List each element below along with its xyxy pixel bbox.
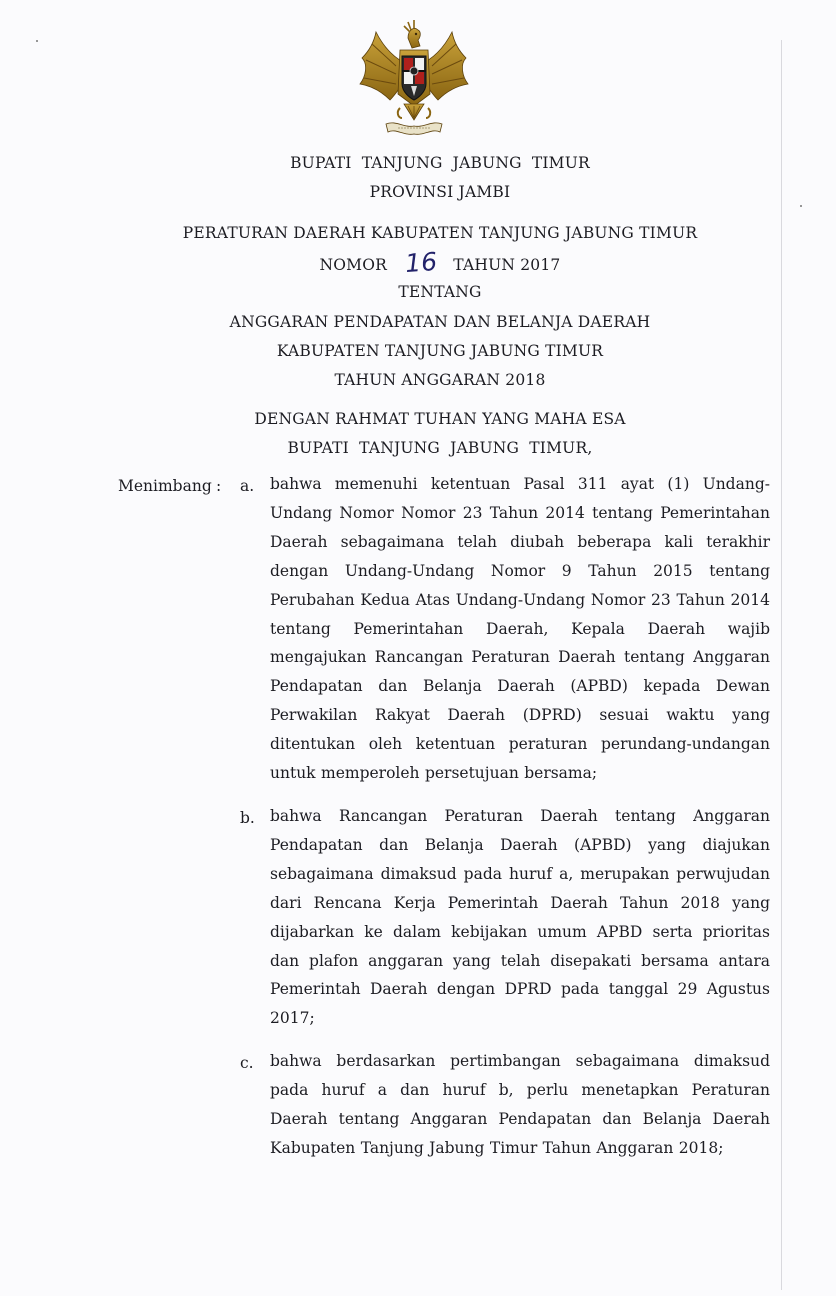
subject-line-2: KABUPATEN TANJUNG JABUNG TIMUR <box>276 342 604 360</box>
regulation-number-line <box>0 246 836 279</box>
garuda-emblem-icon <box>356 20 472 142</box>
preamble-line-2: BUPATI TANJUNG JABUNG TIMUR, <box>287 439 593 457</box>
about-heading: TENTANG <box>398 283 482 301</box>
regulation-year: TAHUN 2017 <box>453 256 561 274</box>
province-heading: PROVINSI JAMBI <box>369 183 511 201</box>
subject-line-1: ANGGARAN PENDAPATAN DAN BELANJA DAERAH <box>229 313 651 331</box>
considering-label: Menimbang <box>118 477 212 495</box>
scan-speck <box>36 40 38 42</box>
official-heading: BUPATI TANJUNG JABUNG TIMUR <box>290 154 590 172</box>
subject-line-3: TAHUN ANGGARAN 2018 <box>334 371 546 389</box>
regulation-number: 16 <box>404 246 439 279</box>
scan-speck <box>800 205 802 207</box>
number-prefix: NOMOR <box>319 256 388 274</box>
considering-colon: : <box>216 477 222 495</box>
preamble-line-1: DENGAN RAHMAT TUHAN YANG MAHA ESA <box>254 410 626 428</box>
considering-item-a: bahwa memenuhi ketentuan Pasal 311 ayat (1) Undang-Undang Nomor Nomor 23 Tahun 2014 tentang Pemerintahan Daerah sebagaimana telah diubah beberapa kali terakhir dengan Undang-Undang Nomor 9 Tahun 2015 tentang Perubahan Kedua Atas Undang-Undang Nomor 23 Tahun 2014 tentang Pemerintahan Daerah, Kepala Daerah wajib mengajukan Rancangan Peraturan Daerah tentang Anggaran Pendapatan dan Belanja Daerah (APBD) kepada Dewan Perwakilan Rakyat Daerah (DPRD) sesuai waktu yang ditentukan oleh ketentuan peraturan perundang-undangan untuk memperoleh persetujuan bersama; <box>270 475 770 783</box>
considering-item-b: bahwa Rancangan Peraturan Daerah tentang Anggaran Pendapatan dan Belanja Daerah (APBD) yang diajukan sebagaimana dimaksud pada huruf a, merupakan perwujudan dari Rencana Kerja Pemerintah Daerah Tahun 2018 yang dijabarkan ke dalam kebijakan umum APBD serta prioritas dan plafon anggaran yang telah disepakati bersama antara Pemerintah Daerah dengan DPRD pada tanggal 29 Agustus 2017; <box>270 807 770 1028</box>
item-letter: c. <box>240 1054 254 1072</box>
item-letter: a. <box>240 477 255 495</box>
regulation-title: PERATURAN DAERAH KABUPATEN TANJUNG JABUNG TIMUR <box>182 224 698 242</box>
considering-item-c: bahwa berdasarkan pertimbangan sebagaimana dimaksud pada huruf a dan huruf b, perlu menetapkan Peraturan Daerah tentang Anggaran Pendapatan dan Belanja Daerah Kabupaten Tanjung Jabung Timur Tahun Anggaran 2018; <box>270 1052 770 1157</box>
item-letter: b. <box>240 809 255 827</box>
